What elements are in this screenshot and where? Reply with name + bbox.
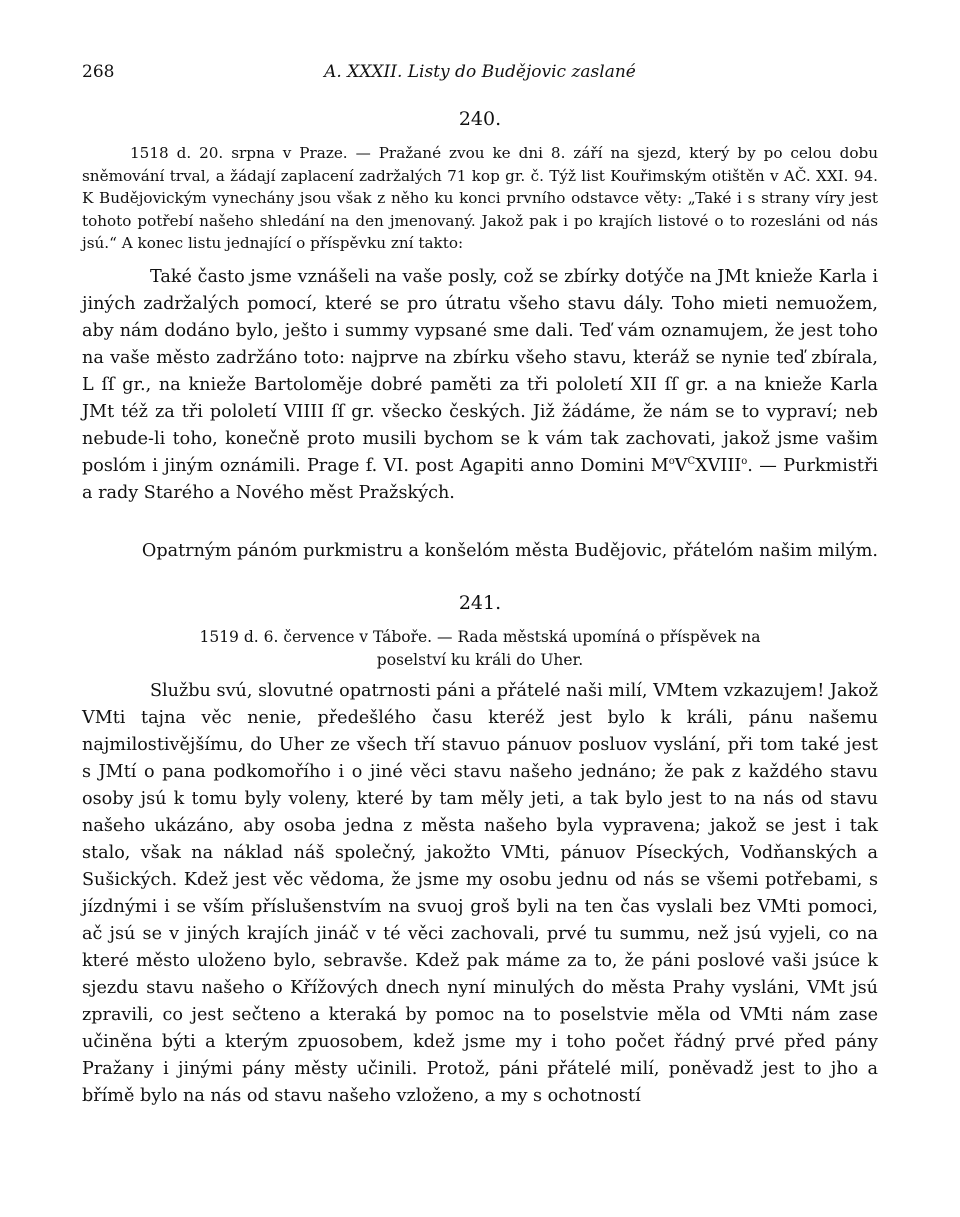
letter-240-text (82, 264, 878, 507)
date-m: M (650, 456, 669, 476)
regest-240 (82, 142, 878, 255)
date-xviii: XVIII (695, 456, 742, 476)
date-sup-o1: o (668, 456, 675, 468)
letter-240-paragraph (82, 264, 878, 507)
letter-241-paragraph: Službu svú, slovutné opatrnosti páni a přátelé naši milí, VMtem vzkazujem! Jakož VMti tajna věc nenie, předešlého času kteréž jest bylo k králi, pánu našemu najmilostivějšímu, do Uher ze všech tří stavuo pánuov posluov vyslání, při tom také jest s JMtí o pana podkomořího i o jiné věci stavu našeho jednáno; že pak z každého stavu osoby jsú k tomu byly voleny, které by tam měly jeti, a tak bylo jest to na nás od stavu našeho ukázáno, aby osoba jedna z města našeho byla vypravena; jakož se jest i tak stalo, však na náklad náš společný, jakožto VMti, pánuov Píseckých, Vodňanských a Sušických. Kdež jest věc vědoma, že jsme my osobu jednu od nás se všemi potřebami, s jízdnými i se vším příslušenstvím na svuoj groš byli na ten čas vyslali bez VMti pomoci, ač jsú se v jiných krajích jináč v té věci zachovali, prvé tu summu, než jsú vyjeli, co na které město uloženo bylo, sebravše. Kdež pak máme za to, že páni poslové vaši jsúce k sjezdu stavu našeho o Křížových dnech nyní minulých do města Prahy vysláni, VMt jsú zpravili, co jest sečteno a kteraká by pomoc na to poselstvie měla od VMti nám zase učiněna býti a kterým zpuosobem, kdež jsme my i toho počet řádný prvé před pány Pražany i jinými pány městy učinili. Protož, páni přátelé milí, poněvadž jest to jho a břímě bylo na nás od stavu našeho vzloženo, a my s ochotností (82, 681, 878, 1106)
date-v: V (674, 456, 688, 476)
page-number: 268 (82, 62, 115, 82)
date-sup-c: C (687, 456, 696, 468)
regest-240-text: 1518 d. 20. srpna v Praze. — Pražané zvou ke dni 8. září na sjezd, který by po celou dobu sněmování trval, a žádají zaplacení zadržalých 71 kop gr. č. Týž list Kouřimským otištěn v AČ. XXI. 94. K Budějovickým vynechány jsou však z něho ku konci prvního odstavce věty: „Také i s strany víry jest tohoto potřebí našeho shledání na den jmenovaný. Jakož pak i po krajích listové o to rozesláni od nás jsú.“ A konec listu jednající o příspěvku zní takto: (82, 144, 878, 253)
document-number-241: 241. (458, 592, 502, 614)
running-title: A. XXXII. Listy do Budějovic zaslané (324, 62, 636, 82)
letter-241-text (82, 678, 878, 1110)
document-number-240: 240. (458, 108, 502, 130)
running-head (82, 62, 878, 86)
letter-240-body: Také často jsme vznášeli na vaše posly, což se zbírky dotýče na JMt knieže Karla i jiných zadržalých pomocí, které se pro útratu všeho stavu dály. Toho mieti nemuožem, aby nám dodáno bylo, ješto i summy vypsané sme dali. Teď vám oznamujem, že jest toho na vaše město zadržáno toto: najprve na zbírku všeho stavu, kteráž se nynie teď zbírala, L ſſ gr., na knieže Bartoloměje dobré paměti za tři pololetí XII ſſ gr. a na knieže Karla JMt též za tři pololetí VIIII ſſ gr. všecko českých. Již žádáme, že nám se to vypraví; neb nebude-li toho, konečně proto musili bychom se k vám tak zachovati, jakož jsme vašim poslóm i jiným oznámili. Prage f. VI. post Agapiti anno Domini (82, 267, 878, 476)
date-sup-o2: o (741, 456, 748, 468)
letter-240-signature: . — Purkmistři a rady Starého a Nového měst Pražských. (82, 456, 878, 503)
regest-241: 1519 d. 6. července v Táboře. — Rada městská upomíná o příspěvek na poselství ku králi do Uher. (199, 628, 761, 669)
letter-240-address: Opatrným pánóm purkmistru a konšelóm města Budějovic, přátelóm našim milým. (141, 541, 878, 561)
